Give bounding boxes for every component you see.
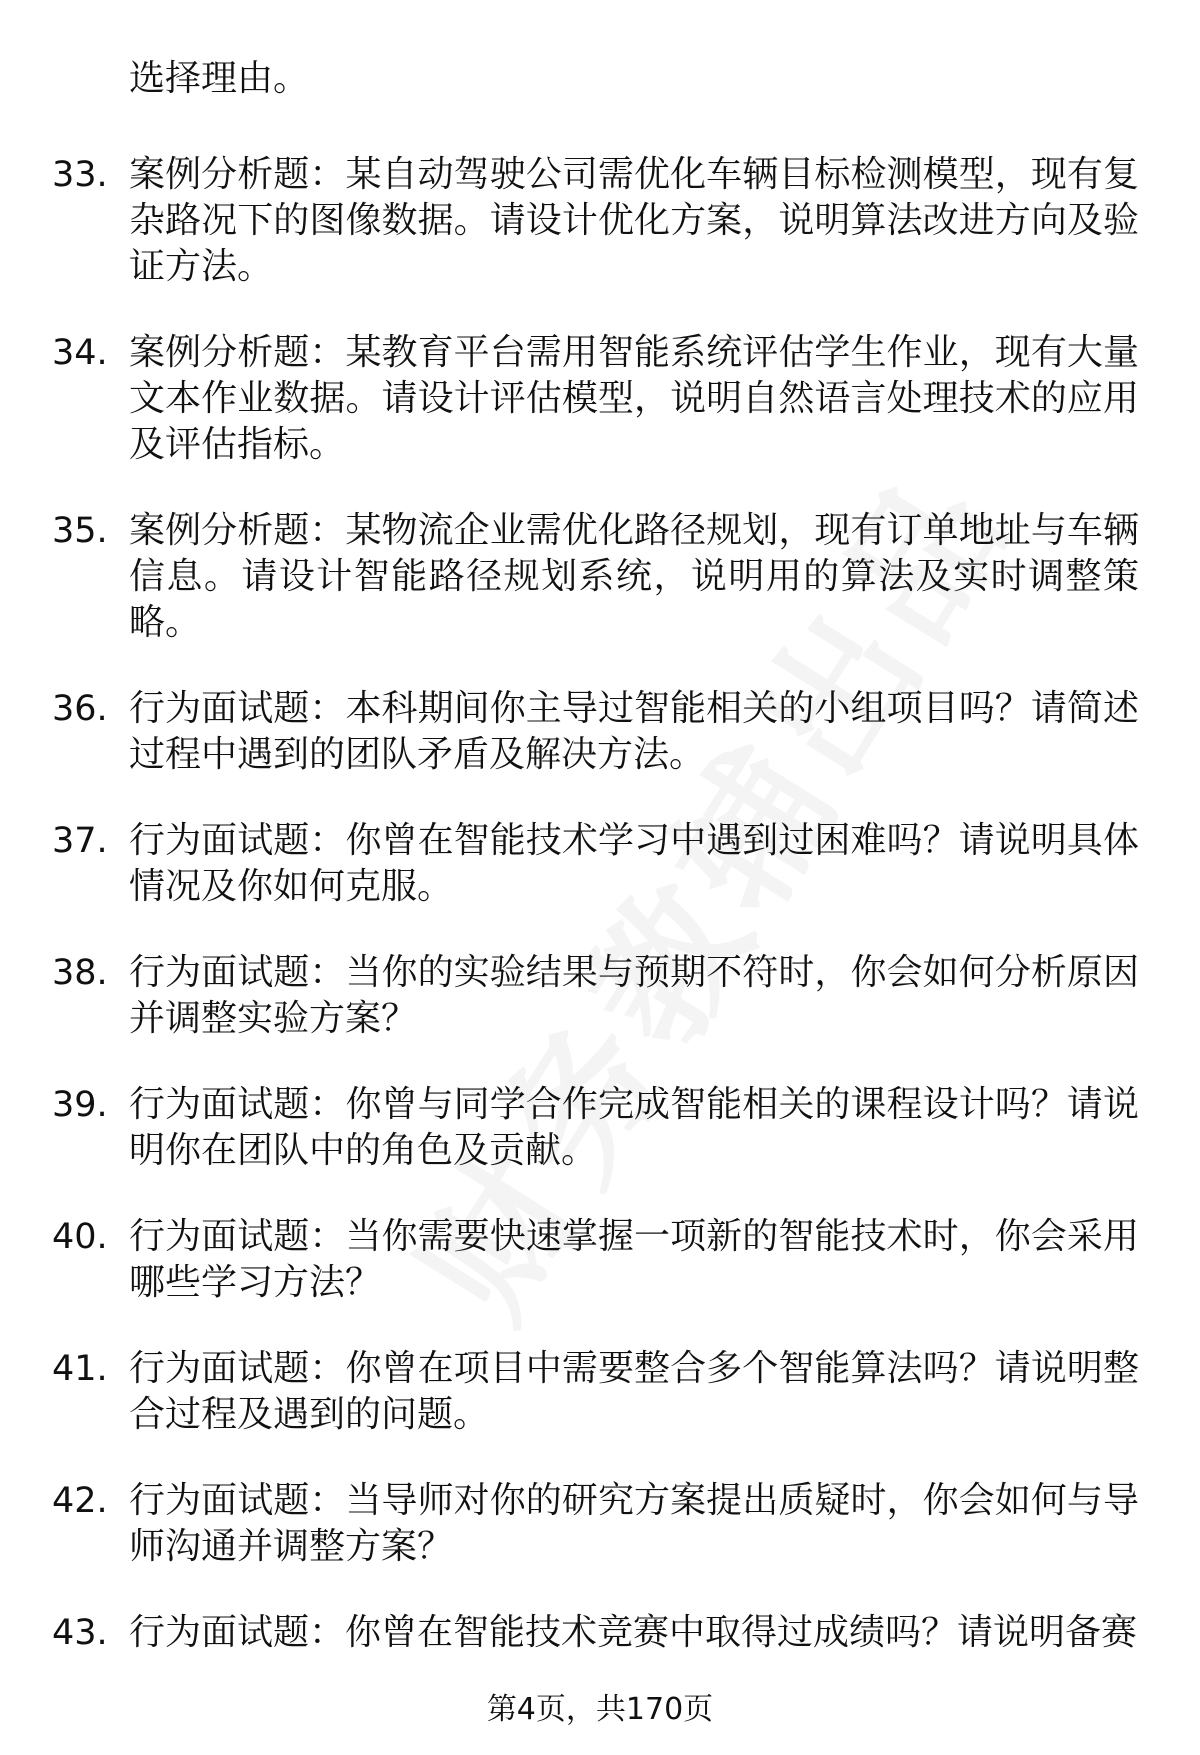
- question-item: [52, 1478, 1152, 1570]
- question-text: 行为面试题：当你需要快速掌握一项新的智能技术时，你会采用哪些学习方法？: [129, 1216, 1139, 1303]
- question-item: [52, 330, 1152, 468]
- question-number: 38.: [52, 953, 108, 993]
- question-item: [52, 1610, 1152, 1656]
- question-number: 37.: [52, 821, 108, 861]
- question-number: 35.: [52, 511, 108, 551]
- question-number: 34.: [52, 333, 108, 373]
- question-text: 案例分析题：某自动驾驶公司需优化车辆目标检测模型，现有复杂路况下的图像数据。请设计优化方案，说明算法改进方向及验证方法。: [129, 154, 1139, 287]
- question-number: 42.: [52, 1481, 108, 1521]
- question-number: 41.: [52, 1349, 108, 1389]
- question-text: 案例分析题：某物流企业需优化路径规划，现有订单地址与车辆信息。请设计智能路径规划系统，说明用的算法及实时调整策略。: [129, 510, 1139, 643]
- question-text: 行为面试题：当导师对你的研究方案提出质疑时，你会如何与导师沟通并调整方案？: [129, 1480, 1139, 1567]
- question-item: [52, 818, 1152, 910]
- question-text: 行为面试题：本科期间你主导过智能相关的小组项目吗？请简述过程中遇到的团队矛盾及解决方法。: [129, 688, 1139, 775]
- question-item: [52, 1346, 1152, 1438]
- question-text: 案例分析题：某教育平台需用智能系统评估学生作业，现有大量文本作业数据。请设计评估模型，说明自然语言处理技术的应用及评估指标。: [129, 332, 1139, 465]
- question-item: [52, 686, 1152, 778]
- question-number: 43.: [52, 1613, 108, 1653]
- question-number: 36.: [52, 689, 108, 729]
- question-text: 行为面试题：当你的实验结果与预期不符时，你会如何分析原因并调整实验方案？: [129, 952, 1139, 1039]
- question-text: 行为面试题：你曾在智能技术学习中遇到过困难吗？请说明具体情况及你如何克服。: [129, 820, 1139, 907]
- question-item: [52, 152, 1152, 290]
- question-text: 行为面试题：你曾在智能技术竞赛中取得过成绩吗？请说明备赛: [129, 1612, 1138, 1653]
- question-item: [52, 508, 1152, 646]
- question-number: 33.: [52, 155, 108, 195]
- question-text: 行为面试题：你曾在项目中需要整合多个智能算法吗？请说明整合过程及遇到的问题。: [129, 1348, 1139, 1435]
- question-number: 40.: [52, 1217, 108, 1257]
- question-item: [52, 1082, 1152, 1174]
- continuation-text: 选择理由。: [129, 58, 310, 99]
- question-item: [52, 950, 1152, 1042]
- question-list: [52, 152, 1152, 1696]
- page-footer: 第4页，共170页: [486, 1692, 714, 1727]
- question-number: 39.: [52, 1085, 108, 1125]
- question-item: [52, 1214, 1152, 1306]
- question-text: 行为面试题：你曾与同学合作完成智能相关的课程设计吗？请说明你在团队中的角色及贡献。: [129, 1084, 1139, 1171]
